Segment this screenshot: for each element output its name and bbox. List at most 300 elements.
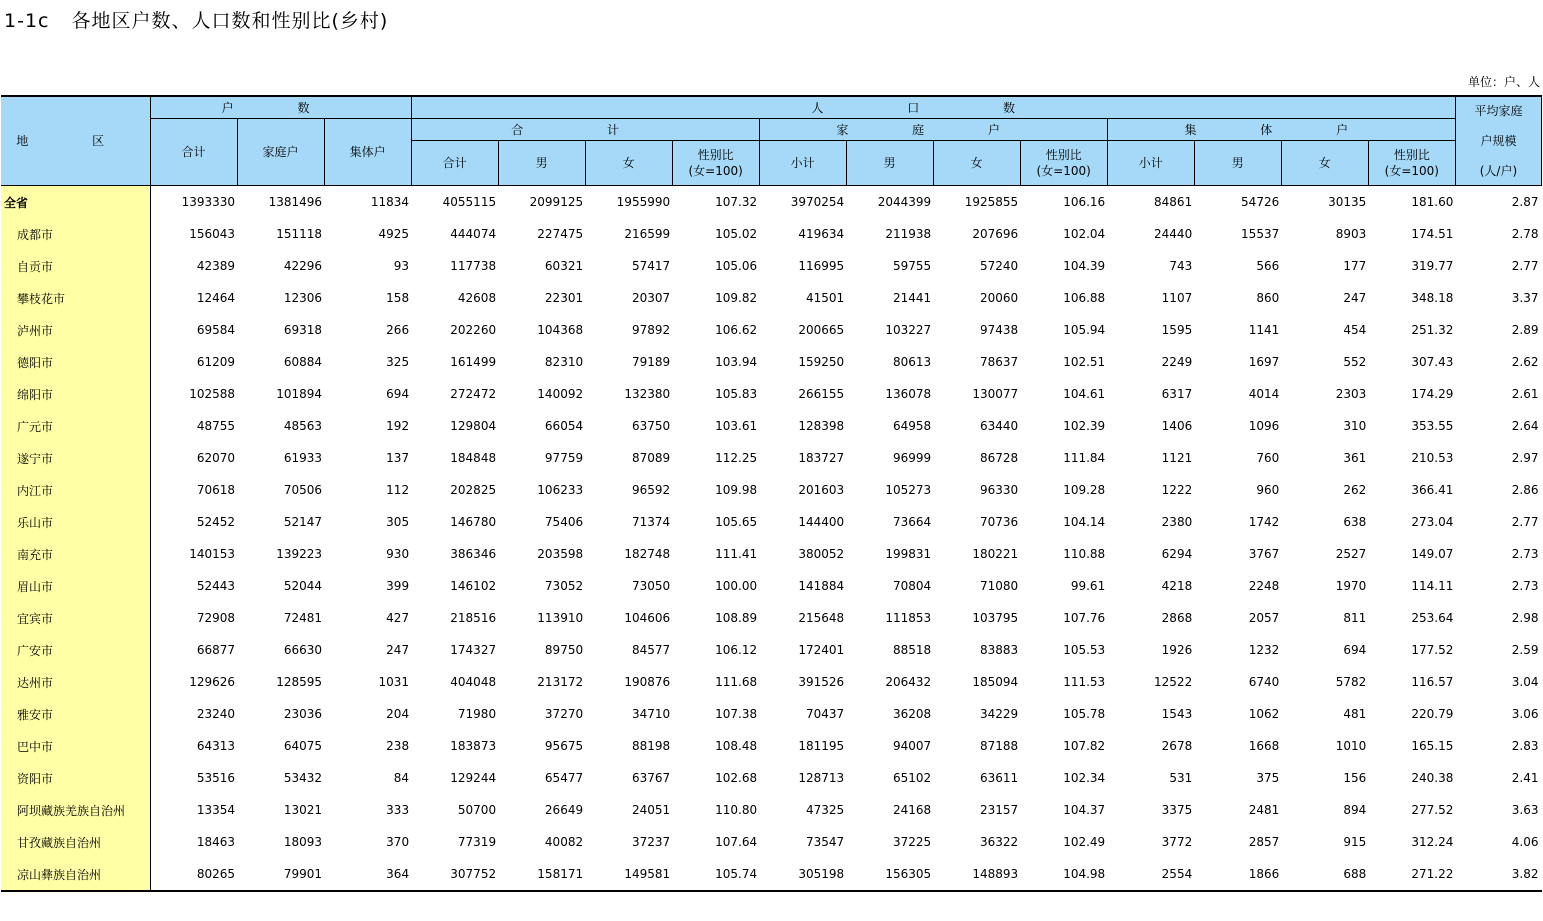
value-cell: 364 bbox=[386, 867, 410, 881]
value-cell: 305198 bbox=[798, 867, 845, 881]
table-row bbox=[1, 250, 1542, 282]
value-cell: 181.60 bbox=[1411, 195, 1454, 209]
value-cell: 79189 bbox=[631, 355, 671, 369]
value-cell: 165.15 bbox=[1411, 739, 1454, 753]
region-cell: 广元市 bbox=[1, 410, 150, 442]
region-cell: 乐山市 bbox=[1, 506, 150, 538]
value-cell: 65477 bbox=[544, 771, 584, 785]
header-family-sex-ratio: 性别比 (女=100) bbox=[1020, 141, 1107, 186]
value-cell: 99.61 bbox=[1070, 579, 1106, 593]
value-cell: 325 bbox=[386, 355, 410, 369]
region-cell: 阿坝藏族羌族自治州 bbox=[1, 794, 150, 826]
value-cell: 103.61 bbox=[715, 419, 758, 433]
region-cell: 雅安市 bbox=[1, 698, 150, 730]
table-row bbox=[1, 442, 1542, 474]
value-cell: 84 bbox=[393, 771, 410, 785]
value-cell: 216599 bbox=[624, 227, 671, 241]
value-cell: 83883 bbox=[980, 643, 1019, 657]
value-cell: 50700 bbox=[457, 803, 497, 817]
value-cell: 20060 bbox=[980, 291, 1019, 305]
value-cell: 930 bbox=[386, 547, 410, 561]
value-cell: 112.25 bbox=[715, 451, 758, 465]
value-cell: 13354 bbox=[196, 803, 236, 817]
value-cell: 69584 bbox=[196, 323, 236, 337]
value-cell: 103.94 bbox=[715, 355, 758, 369]
value-cell: 203598 bbox=[537, 547, 584, 561]
value-cell: 106.88 bbox=[1063, 291, 1106, 305]
value-cell: 3772 bbox=[1161, 835, 1193, 849]
value-cell: 59755 bbox=[892, 259, 932, 273]
value-cell: 271.22 bbox=[1411, 867, 1454, 881]
value-cell: 108.48 bbox=[715, 739, 758, 753]
value-cell: 2.59 bbox=[1511, 643, 1539, 657]
value-cell: 102.51 bbox=[1063, 355, 1106, 369]
value-cell: 106.62 bbox=[715, 323, 758, 337]
header-collective-male: 男 bbox=[1194, 141, 1281, 186]
value-cell: 104.98 bbox=[1063, 867, 1106, 881]
value-cell: 1010 bbox=[1335, 739, 1367, 753]
value-cell: 100.00 bbox=[715, 579, 758, 593]
value-cell: 481 bbox=[1343, 707, 1367, 721]
value-cell: 53516 bbox=[196, 771, 236, 785]
value-cell: 105273 bbox=[885, 483, 932, 497]
value-cell: 23157 bbox=[980, 803, 1019, 817]
value-cell: 2554 bbox=[1161, 867, 1193, 881]
value-cell: 65102 bbox=[892, 771, 932, 785]
value-cell: 105.83 bbox=[715, 387, 758, 401]
value-cell: 108.89 bbox=[715, 611, 758, 625]
value-cell: 129626 bbox=[189, 675, 236, 689]
header-family-subtotal: 小计 bbox=[759, 141, 846, 186]
value-cell: 204 bbox=[386, 707, 410, 721]
value-cell: 52147 bbox=[283, 515, 323, 529]
value-cell: 109.82 bbox=[715, 291, 758, 305]
value-cell: 102588 bbox=[189, 387, 236, 401]
value-cell: 15537 bbox=[1241, 227, 1280, 241]
value-cell: 247 bbox=[386, 643, 410, 657]
value-cell: 24051 bbox=[631, 803, 671, 817]
value-cell: 177 bbox=[1343, 259, 1367, 273]
value-cell: 137 bbox=[386, 451, 410, 465]
value-cell: 185094 bbox=[972, 675, 1019, 689]
value-cell: 2057 bbox=[1248, 611, 1280, 625]
value-cell: 2.77 bbox=[1511, 259, 1539, 273]
region-cell: 绵阳市 bbox=[1, 378, 150, 410]
value-cell: 12522 bbox=[1154, 675, 1193, 689]
value-cell: 96592 bbox=[631, 483, 671, 497]
value-cell: 1925855 bbox=[964, 195, 1019, 209]
table-row bbox=[1, 314, 1542, 346]
value-cell: 218516 bbox=[450, 611, 497, 625]
table-row bbox=[1, 474, 1542, 506]
value-cell: 60321 bbox=[544, 259, 584, 273]
table-row bbox=[1, 666, 1542, 698]
value-cell: 184848 bbox=[450, 451, 497, 465]
value-cell: 128595 bbox=[276, 675, 323, 689]
region-cell: 自贡市 bbox=[1, 250, 150, 282]
value-cell: 1062 bbox=[1248, 707, 1280, 721]
value-cell: 174327 bbox=[450, 643, 497, 657]
header-family-male: 男 bbox=[846, 141, 933, 186]
value-cell: 63767 bbox=[631, 771, 671, 785]
value-cell: 253.64 bbox=[1411, 611, 1454, 625]
value-cell: 272472 bbox=[450, 387, 497, 401]
value-cell: 64075 bbox=[283, 739, 323, 753]
value-cell: 158 bbox=[386, 291, 410, 305]
region-cell: 德阳市 bbox=[1, 346, 150, 378]
value-cell: 156043 bbox=[189, 227, 236, 241]
value-cell: 95675 bbox=[544, 739, 584, 753]
header-hh-total: 合计 bbox=[150, 119, 237, 186]
value-cell: 238 bbox=[386, 739, 410, 753]
value-cell: 6294 bbox=[1161, 547, 1193, 561]
value-cell: 2868 bbox=[1161, 611, 1193, 625]
value-cell: 149.07 bbox=[1411, 547, 1454, 561]
value-cell: 199831 bbox=[885, 547, 932, 561]
value-cell: 93 bbox=[393, 259, 410, 273]
value-cell: 66630 bbox=[283, 643, 323, 657]
value-cell: 97438 bbox=[980, 323, 1019, 337]
value-cell: 1543 bbox=[1161, 707, 1193, 721]
table-row bbox=[1, 762, 1542, 794]
value-cell: 107.32 bbox=[715, 195, 758, 209]
value-cell: 2099125 bbox=[529, 195, 584, 209]
value-cell: 192 bbox=[386, 419, 410, 433]
value-cell: 104606 bbox=[624, 611, 671, 625]
region-cell: 资阳市 bbox=[1, 762, 150, 794]
value-cell: 61209 bbox=[196, 355, 236, 369]
value-cell: 60884 bbox=[283, 355, 323, 369]
table-row bbox=[1, 378, 1542, 410]
header-family-female: 女 bbox=[933, 141, 1020, 186]
value-cell: 106.16 bbox=[1063, 195, 1106, 209]
value-cell: 23240 bbox=[196, 707, 236, 721]
header-avg-household-size: 平均家庭 户规模 (人/户) bbox=[1455, 96, 1541, 186]
table-row bbox=[1, 506, 1542, 538]
value-cell: 174.51 bbox=[1411, 227, 1454, 241]
value-cell: 132380 bbox=[624, 387, 671, 401]
value-cell: 128398 bbox=[798, 419, 845, 433]
table-row bbox=[1, 218, 1542, 250]
value-cell: 107.82 bbox=[1063, 739, 1106, 753]
value-cell: 102.04 bbox=[1063, 227, 1106, 241]
value-cell: 2303 bbox=[1335, 387, 1367, 401]
value-cell: 30135 bbox=[1328, 195, 1367, 209]
table-body bbox=[1, 186, 1542, 892]
value-cell: 148893 bbox=[972, 867, 1019, 881]
value-cell: 75406 bbox=[544, 515, 584, 529]
value-cell: 62070 bbox=[196, 451, 236, 465]
value-cell: 273.04 bbox=[1411, 515, 1454, 529]
value-cell: 183873 bbox=[450, 739, 497, 753]
value-cell: 64958 bbox=[892, 419, 932, 433]
table-row bbox=[1, 858, 1542, 891]
value-cell: 2.73 bbox=[1511, 547, 1539, 561]
value-cell: 1595 bbox=[1161, 323, 1193, 337]
value-cell: 105.53 bbox=[1063, 643, 1106, 657]
value-cell: 57417 bbox=[631, 259, 671, 273]
value-cell: 47325 bbox=[805, 803, 845, 817]
value-cell: 66877 bbox=[196, 643, 236, 657]
header-total-sex-ratio: 性别比 (女=100) bbox=[672, 141, 759, 186]
value-cell: 1141 bbox=[1248, 323, 1280, 337]
value-cell: 694 bbox=[1343, 643, 1367, 657]
table-row bbox=[1, 794, 1542, 826]
value-cell: 1926 bbox=[1161, 643, 1193, 657]
value-cell: 87188 bbox=[980, 739, 1019, 753]
table-row bbox=[1, 282, 1542, 314]
value-cell: 73664 bbox=[892, 515, 932, 529]
value-cell: 215648 bbox=[798, 611, 845, 625]
value-cell: 427 bbox=[386, 611, 410, 625]
value-cell: 1970 bbox=[1335, 579, 1367, 593]
value-cell: 183727 bbox=[798, 451, 845, 465]
value-cell: 172401 bbox=[798, 643, 845, 657]
header-population: 人 口 数 bbox=[411, 96, 1455, 119]
value-cell: 12306 bbox=[283, 291, 323, 305]
value-cell: 24440 bbox=[1154, 227, 1193, 241]
value-cell: 380052 bbox=[798, 547, 845, 561]
value-cell: 333 bbox=[386, 803, 410, 817]
value-cell: 3.63 bbox=[1511, 803, 1539, 817]
header-hh-collective: 集体户 bbox=[324, 119, 411, 186]
value-cell: 206432 bbox=[885, 675, 932, 689]
value-cell: 63440 bbox=[980, 419, 1019, 433]
value-cell: 82310 bbox=[544, 355, 584, 369]
value-cell: 310 bbox=[1343, 419, 1367, 433]
value-cell: 104.14 bbox=[1063, 515, 1106, 529]
value-cell: 182748 bbox=[624, 547, 671, 561]
value-cell: 200665 bbox=[798, 323, 845, 337]
value-cell: 116.57 bbox=[1411, 675, 1454, 689]
value-cell: 2380 bbox=[1161, 515, 1193, 529]
value-cell: 104.39 bbox=[1063, 259, 1106, 273]
value-cell: 70736 bbox=[980, 515, 1019, 529]
table-title-text: 各地区户数、人口数和性别比(乡村) bbox=[71, 10, 389, 32]
value-cell: 319.77 bbox=[1411, 259, 1454, 273]
value-cell: 4014 bbox=[1248, 387, 1280, 401]
value-cell: 104.37 bbox=[1063, 803, 1106, 817]
value-cell: 3.82 bbox=[1511, 867, 1539, 881]
value-cell: 77319 bbox=[457, 835, 497, 849]
value-cell: 2044399 bbox=[877, 195, 932, 209]
value-cell: 37270 bbox=[544, 707, 584, 721]
region-cell: 甘孜藏族自治州 bbox=[1, 826, 150, 858]
header-total: 合计 bbox=[411, 141, 498, 186]
value-cell: 2481 bbox=[1248, 803, 1280, 817]
value-cell: 207696 bbox=[972, 227, 1019, 241]
value-cell: 52452 bbox=[196, 515, 236, 529]
value-cell: 220.79 bbox=[1411, 707, 1454, 721]
value-cell: 105.06 bbox=[715, 259, 758, 273]
value-cell: 144400 bbox=[798, 515, 845, 529]
header-collective-group: 集 体 户 bbox=[1107, 119, 1455, 141]
value-cell: 688 bbox=[1343, 867, 1367, 881]
value-cell: 156 bbox=[1343, 771, 1367, 785]
table-row bbox=[1, 346, 1542, 378]
value-cell: 139223 bbox=[276, 547, 323, 561]
region-cell: 遂宁市 bbox=[1, 442, 150, 474]
value-cell: 114.11 bbox=[1411, 579, 1454, 593]
value-cell: 760 bbox=[1256, 451, 1280, 465]
value-cell: 70804 bbox=[892, 579, 932, 593]
value-cell: 102.39 bbox=[1063, 419, 1106, 433]
table-title bbox=[4, 6, 388, 33]
value-cell: 71980 bbox=[457, 707, 497, 721]
value-cell: 105.02 bbox=[715, 227, 758, 241]
value-cell: 84577 bbox=[631, 643, 671, 657]
value-cell: 109.28 bbox=[1063, 483, 1106, 497]
value-cell: 5782 bbox=[1335, 675, 1367, 689]
value-cell: 1121 bbox=[1161, 451, 1193, 465]
value-cell: 213172 bbox=[537, 675, 584, 689]
value-cell: 107.64 bbox=[715, 835, 758, 849]
value-cell: 110.88 bbox=[1063, 547, 1106, 561]
value-cell: 156305 bbox=[885, 867, 932, 881]
value-cell: 48563 bbox=[283, 419, 323, 433]
value-cell: 8903 bbox=[1335, 227, 1367, 241]
value-cell: 140092 bbox=[537, 387, 584, 401]
value-cell: 202825 bbox=[450, 483, 497, 497]
value-cell: 23036 bbox=[283, 707, 323, 721]
value-cell: 117738 bbox=[450, 259, 497, 273]
value-cell: 42608 bbox=[457, 291, 497, 305]
value-cell: 210.53 bbox=[1411, 451, 1454, 465]
value-cell: 366.41 bbox=[1411, 483, 1454, 497]
value-cell: 112 bbox=[386, 483, 410, 497]
value-cell: 129804 bbox=[450, 419, 497, 433]
value-cell: 161499 bbox=[450, 355, 497, 369]
table-row bbox=[1, 634, 1542, 666]
value-cell: 262 bbox=[1343, 483, 1367, 497]
header-total-male: 男 bbox=[498, 141, 585, 186]
table-row bbox=[1, 730, 1542, 762]
value-cell: 2527 bbox=[1335, 547, 1367, 561]
value-cell: 2.77 bbox=[1511, 515, 1539, 529]
region-cell: 凉山彝族自治州 bbox=[1, 858, 150, 891]
value-cell: 266155 bbox=[798, 387, 845, 401]
value-cell: 94007 bbox=[892, 739, 932, 753]
region-cell: 成都市 bbox=[1, 218, 150, 250]
region-cell: 泸州市 bbox=[1, 314, 150, 346]
value-cell: 116995 bbox=[798, 259, 845, 273]
region-cell: 广安市 bbox=[1, 634, 150, 666]
value-cell: 404048 bbox=[450, 675, 497, 689]
value-cell: 361 bbox=[1343, 451, 1367, 465]
value-cell: 109.98 bbox=[715, 483, 758, 497]
value-cell: 149581 bbox=[624, 867, 671, 881]
value-cell: 111853 bbox=[885, 611, 932, 625]
header-family-group: 家 庭 户 bbox=[759, 119, 1107, 141]
value-cell: 3767 bbox=[1248, 547, 1280, 561]
value-cell: 1222 bbox=[1161, 483, 1193, 497]
table-header bbox=[1, 96, 1542, 186]
value-cell: 180221 bbox=[972, 547, 1019, 561]
value-cell: 96999 bbox=[892, 451, 932, 465]
region-cell: 达州市 bbox=[1, 666, 150, 698]
table-row bbox=[1, 410, 1542, 442]
value-cell: 2.89 bbox=[1511, 323, 1539, 337]
value-cell: 960 bbox=[1256, 483, 1280, 497]
value-cell: 307.43 bbox=[1411, 355, 1454, 369]
value-cell: 130077 bbox=[972, 387, 1019, 401]
value-cell: 18093 bbox=[283, 835, 323, 849]
value-cell: 105.65 bbox=[715, 515, 758, 529]
value-cell: 69318 bbox=[283, 323, 323, 337]
region-cell: 内江市 bbox=[1, 474, 150, 506]
value-cell: 386346 bbox=[450, 547, 497, 561]
value-cell: 391526 bbox=[798, 675, 845, 689]
value-cell: 104.61 bbox=[1063, 387, 1106, 401]
value-cell: 2.64 bbox=[1511, 419, 1539, 433]
table-code: 1-1c bbox=[4, 10, 50, 32]
region-cell: 巴中市 bbox=[1, 730, 150, 762]
value-cell: 370 bbox=[386, 835, 410, 849]
value-cell: 190876 bbox=[624, 675, 671, 689]
header-total-female: 女 bbox=[585, 141, 672, 186]
value-cell: 1742 bbox=[1248, 515, 1280, 529]
value-cell: 96330 bbox=[980, 483, 1019, 497]
value-cell: 1232 bbox=[1248, 643, 1280, 657]
value-cell: 20307 bbox=[631, 291, 671, 305]
value-cell: 915 bbox=[1343, 835, 1367, 849]
value-cell: 73050 bbox=[631, 579, 671, 593]
value-cell: 247 bbox=[1343, 291, 1367, 305]
value-cell: 1393330 bbox=[181, 195, 236, 209]
value-cell: 70506 bbox=[283, 483, 323, 497]
value-cell: 86728 bbox=[980, 451, 1019, 465]
value-cell: 4218 bbox=[1161, 579, 1193, 593]
value-cell: 110.80 bbox=[715, 803, 758, 817]
value-cell: 106.12 bbox=[715, 643, 758, 657]
region-cell: 攀枝花市 bbox=[1, 282, 150, 314]
value-cell: 174.29 bbox=[1411, 387, 1454, 401]
value-cell: 307752 bbox=[450, 867, 497, 881]
value-cell: 227475 bbox=[537, 227, 584, 241]
value-cell: 105.94 bbox=[1063, 323, 1106, 337]
value-cell: 2.97 bbox=[1511, 451, 1539, 465]
value-cell: 48755 bbox=[196, 419, 236, 433]
value-cell: 3970254 bbox=[790, 195, 845, 209]
region-cell: 宜宾市 bbox=[1, 602, 150, 634]
value-cell: 638 bbox=[1343, 515, 1367, 529]
value-cell: 1107 bbox=[1161, 291, 1193, 305]
value-cell: 1381496 bbox=[268, 195, 323, 209]
value-cell: 201603 bbox=[798, 483, 845, 497]
value-cell: 52443 bbox=[196, 579, 236, 593]
value-cell: 454 bbox=[1343, 323, 1367, 337]
value-cell: 70437 bbox=[805, 707, 845, 721]
value-cell: 444074 bbox=[450, 227, 497, 241]
value-cell: 146780 bbox=[450, 515, 497, 529]
value-cell: 97759 bbox=[544, 451, 584, 465]
value-cell: 84861 bbox=[1154, 195, 1193, 209]
population-table bbox=[1, 95, 1542, 892]
value-cell: 177.52 bbox=[1411, 643, 1454, 657]
value-cell: 73052 bbox=[544, 579, 584, 593]
value-cell: 18463 bbox=[196, 835, 236, 849]
value-cell: 26649 bbox=[544, 803, 584, 817]
value-cell: 312.24 bbox=[1411, 835, 1454, 849]
value-cell: 128713 bbox=[798, 771, 845, 785]
value-cell: 2.62 bbox=[1511, 355, 1539, 369]
value-cell: 894 bbox=[1343, 803, 1367, 817]
value-cell: 2.86 bbox=[1511, 483, 1539, 497]
value-cell: 1031 bbox=[378, 675, 410, 689]
value-cell: 277.52 bbox=[1411, 803, 1454, 817]
value-cell: 1668 bbox=[1248, 739, 1280, 753]
value-cell: 1697 bbox=[1248, 355, 1280, 369]
